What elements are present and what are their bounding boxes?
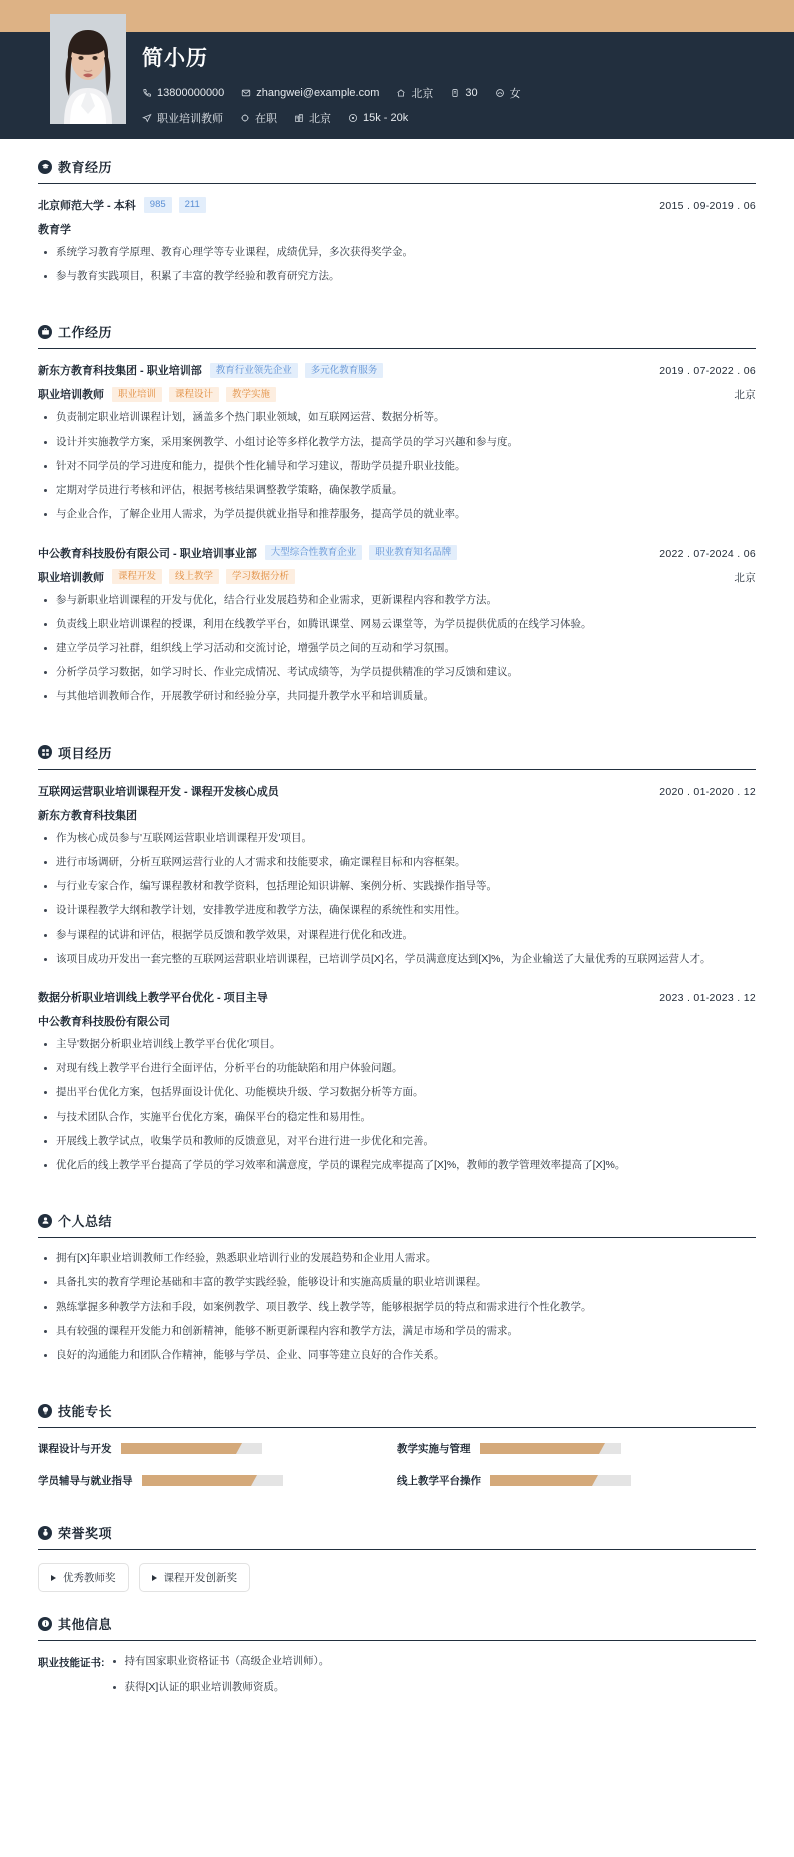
section-other-info xyxy=(38,1596,756,1704)
skill-progress-bar xyxy=(142,1475,283,1486)
section-honors-header xyxy=(38,1523,756,1549)
certificate-bullets xyxy=(111,1654,330,1704)
section-work-title: 工作经历 xyxy=(58,325,113,341)
skill-label: 教学实施与管理 xyxy=(397,1443,471,1456)
skill-progress-fill xyxy=(490,1475,592,1486)
skill-label: 线上教学平台操作 xyxy=(397,1475,481,1488)
list-item: 设计课程教学大纲和教学计划，安排教学进度和教学方法，确保课程的系统性和实用性。 xyxy=(42,903,756,918)
spacer xyxy=(38,1182,756,1193)
gender-icon xyxy=(495,88,505,98)
list-item: 主导'数据分析职业培训线上教学平台优化'项目。 xyxy=(42,1037,756,1052)
project-entry-headline xyxy=(38,783,756,799)
candidate-name: 简小历 xyxy=(142,47,208,70)
work-role-row xyxy=(38,386,756,402)
spacer xyxy=(38,1705,756,1731)
work-bullets xyxy=(42,593,756,705)
section-divider xyxy=(38,1237,756,1238)
contact-email xyxy=(241,87,379,99)
work-entry xyxy=(38,545,756,705)
list-item: 负责制定职业培训课程计划，涵盖多个热门职业领域，如互联网运营、数据分析等。 xyxy=(42,410,756,425)
section-education-header xyxy=(38,157,756,183)
section-projects xyxy=(38,725,756,1174)
skill-label: 课程设计与开发 xyxy=(38,1443,112,1456)
section-summary xyxy=(38,1193,756,1363)
work-company-tag: 大型综合性教育企业 xyxy=(265,545,363,561)
skill-label: 学员辅导与就业指导 xyxy=(38,1475,133,1488)
skill-progress-fill xyxy=(121,1443,237,1454)
education-date: 2015 . 09-2019 . 06 xyxy=(659,200,756,212)
spacer xyxy=(38,976,756,989)
work-skill-tag: 学习数据分析 xyxy=(226,569,295,585)
project-title: 数据分析职业培训线上教学平台优化 - 项目主导 xyxy=(38,991,268,1004)
section-divider xyxy=(38,1549,756,1550)
summary-bullets xyxy=(42,1251,756,1363)
medal-icon xyxy=(38,1526,52,1540)
list-item: 优化后的线上教学平台提高了学员的学习效率和满意度，学员的课程完成率提高了[X]%，教师的教学管理效率提高了[X]%。 xyxy=(42,1158,756,1173)
list-item: 分析学员学习数据，如学习时长、作业完成情况、考试成绩等，为学员提供精准的学习反馈和建议。 xyxy=(42,665,756,680)
list-item: 设计并实施教学方案，采用案例教学、小组讨论等多样化教学方法，提高学员的学习兴趣和参与度。 xyxy=(42,435,756,450)
briefcase-icon xyxy=(38,325,52,339)
contact-phone-text: 13800000000 xyxy=(157,87,225,99)
phone-icon xyxy=(142,88,152,98)
section-other-info-title: 其他信息 xyxy=(58,1617,113,1633)
project-entry-left xyxy=(38,989,276,1005)
work-date: 2022 . 07-2024 . 06 xyxy=(659,547,756,560)
work-entry-headline xyxy=(38,362,756,378)
spacer xyxy=(38,532,756,545)
education-major: 教育学 xyxy=(38,224,71,236)
work-role-row xyxy=(38,569,756,585)
work-role-left xyxy=(38,386,283,402)
section-skills-header xyxy=(38,1401,756,1427)
contact-gender xyxy=(495,85,521,101)
section-divider xyxy=(38,769,756,770)
play-triangle-icon xyxy=(51,1575,56,1581)
certificate-row xyxy=(38,1654,756,1704)
skill-progress-fill xyxy=(480,1443,600,1454)
section-education xyxy=(38,139,756,284)
list-item: 系统学习教育学原理、教育心理学等专业课程，成绩优异，多次获得奖学金。 xyxy=(42,245,756,260)
work-date: 2019 . 07-2022 . 06 xyxy=(659,365,756,378)
section-summary-title: 个人总结 xyxy=(58,1214,113,1230)
list-item: 持有国家职业资格证书（高级企业培训师）。 xyxy=(111,1654,330,1669)
project-title: 互联网运营职业培训课程开发 - 课程开发核心成员 xyxy=(38,785,279,798)
list-item: 具有较强的课程开发能力和创新精神，能够不断更新课程内容和教学方法，满足市场和学员的需求。 xyxy=(42,1324,756,1339)
work-skill-tag: 职业培训 xyxy=(112,387,162,403)
salary-expectation-text: 15k - 20k xyxy=(363,112,409,124)
work-skill-tag: 线上教学 xyxy=(169,569,219,585)
work-skill-tag: 课程开发 xyxy=(112,569,162,585)
project-date: 2023 . 01-2023 . 12 xyxy=(659,991,756,1004)
list-item: 良好的沟通能力和团队合作精神，能够与学员、企业、同事等建立良好的合作关系。 xyxy=(42,1348,756,1363)
spacer xyxy=(38,714,756,725)
work-entry-headline xyxy=(38,545,756,561)
list-item: 参与新职业培训课程的开发与优化，结合行业发展趋势和企业需求，更新课程内容和教学方法。 xyxy=(42,593,756,608)
work-bullets xyxy=(42,410,756,522)
list-item: 负责线上职业培训课程的授课，利用在线教学平台，如腾讯课堂、网易云课堂等，为学员提供优质的在线学习体验。 xyxy=(42,617,756,632)
contact-email-text: zhangwei@example.com xyxy=(256,87,380,99)
skills-grid xyxy=(38,1441,756,1505)
skill-item xyxy=(397,1441,756,1456)
skill-item xyxy=(38,1441,397,1456)
target-city xyxy=(294,110,331,126)
section-summary-header xyxy=(38,1211,756,1237)
section-divider xyxy=(38,183,756,184)
education-tag: 211 xyxy=(179,197,206,213)
list-item: 对现有线上教学平台进行全面评估，分析平台的功能缺陷和用户体验问题。 xyxy=(42,1061,756,1076)
list-item: 定期对学员进行考核和评估，根据考核结果调整教学策略，确保教学质量。 xyxy=(42,483,756,498)
education-entry-left xyxy=(38,197,213,213)
work-skill-tag: 教学实施 xyxy=(226,387,276,403)
list-item: 开展线上教学试点，收集学员和教师的反馈意见，对平台进行进一步优化和完善。 xyxy=(42,1134,756,1149)
honors-list xyxy=(38,1563,756,1596)
send-icon xyxy=(142,113,152,123)
spacer xyxy=(38,293,756,304)
section-honors xyxy=(38,1505,756,1596)
header-info xyxy=(142,42,538,135)
list-item: 获得[X]认证的职业培训教师资质。 xyxy=(111,1680,330,1695)
contact-hometown-text: 北京 xyxy=(411,88,434,100)
skill-progress-bar xyxy=(480,1443,621,1454)
work-location: 北京 xyxy=(734,389,756,402)
work-skill-tag: 课程设计 xyxy=(169,387,219,403)
certificate-label: 职业技能证书: xyxy=(38,1657,105,1670)
job-intent xyxy=(142,110,223,126)
skill-item xyxy=(397,1473,756,1488)
graduation-icon xyxy=(38,160,52,174)
section-work xyxy=(38,304,756,704)
education-entry xyxy=(38,197,756,284)
job-intent-text: 职业培训教师 xyxy=(157,113,223,125)
work-role: 职业培训教师 xyxy=(38,389,104,402)
mail-icon xyxy=(241,88,251,98)
honor-chip-label: 优秀教师奖 xyxy=(63,1572,116,1585)
project-entry xyxy=(38,783,756,967)
section-education-title: 教育经历 xyxy=(58,160,113,175)
work-entry-left xyxy=(38,362,390,378)
salary-icon xyxy=(348,113,358,123)
project-company: 新东方教育科技集团 xyxy=(38,809,137,822)
contact-age xyxy=(450,87,477,99)
list-item: 与技术团队合作，实施平台优化方案，确保平台的稳定性和易用性。 xyxy=(42,1110,756,1125)
resume-header xyxy=(0,0,794,139)
honor-chip-label: 课程开发创新奖 xyxy=(163,1572,237,1585)
honor-chip[interactable] xyxy=(38,1563,129,1592)
work-entry xyxy=(38,362,756,522)
list-item: 参与教育实践项目，积累了丰富的教学经验和教育研究方法。 xyxy=(42,269,756,284)
job-status-text: 在职 xyxy=(255,113,277,125)
section-projects-title: 项目经历 xyxy=(58,745,113,761)
list-item: 参与课程的试讲和评估，根据学员反馈和教学效果，对课程进行优化和改进。 xyxy=(42,928,756,943)
project-entry-left xyxy=(38,783,287,799)
resume-body xyxy=(0,139,794,1731)
spacer xyxy=(38,1372,756,1383)
list-item: 针对不同学员的学习进度和能力，提供个性化辅导和学习建议，帮助学员提升职业技能。 xyxy=(42,459,756,474)
work-company-tag: 教育行业领先企业 xyxy=(210,363,298,379)
skill-item xyxy=(38,1473,397,1488)
section-honors-title: 荣誉奖项 xyxy=(58,1526,113,1542)
contact-age-text: 30 xyxy=(465,87,478,99)
contact-phone xyxy=(142,87,224,99)
list-item: 与行业专家合作，编写课程教材和教学资料，包括理论知识讲解、案例分析、实践操作指导等。 xyxy=(42,879,756,894)
work-role-left xyxy=(38,569,302,585)
grid-icon xyxy=(38,745,52,759)
list-item: 建立学员学习社群，组织线上学习活动和交流讨论，增强学员之间的互动和学习氛围。 xyxy=(42,641,756,656)
project-entry-headline xyxy=(38,989,756,1005)
section-projects-header xyxy=(38,743,756,769)
job-status xyxy=(240,110,277,126)
salary-expectation xyxy=(348,112,408,124)
work-company: 新东方教育科技集团 - 职业培训部 xyxy=(38,365,202,378)
education-bullets xyxy=(42,245,756,284)
home-icon xyxy=(396,88,406,98)
work-company: 中公教育科技股份有限公司 - 职业培训事业部 xyxy=(38,547,257,560)
list-item: 与企业合作，了解企业用人需求，为学员提供就业指导和推荐服务，提高学员的就业率。 xyxy=(42,507,756,522)
honor-chip[interactable] xyxy=(139,1563,251,1592)
section-other-info-header xyxy=(38,1614,756,1640)
skill-progress-fill xyxy=(142,1475,252,1486)
city-icon xyxy=(294,113,304,123)
list-item: 熟练掌握多种教学方法和手段，如案例教学、项目教学、线上教学等，能够根据学员的特点和需求进行个性化教学。 xyxy=(42,1300,756,1315)
education-entry-headline xyxy=(38,197,756,213)
user-icon xyxy=(38,1214,52,1228)
project-bullets xyxy=(42,831,756,967)
section-divider xyxy=(38,1640,756,1641)
work-location: 北京 xyxy=(734,571,756,584)
list-item: 与其他培训教师合作，开展教学研讨和经验分享，共同提升教学水平和培训质量。 xyxy=(42,689,756,704)
work-entry-left xyxy=(38,545,464,561)
bulb-icon xyxy=(38,1404,52,1418)
project-company: 中公教育科技股份有限公司 xyxy=(38,1015,170,1028)
section-skills-title: 技能专长 xyxy=(58,1404,113,1420)
status-icon xyxy=(240,113,250,123)
section-work-header xyxy=(38,322,756,348)
contact-hometown xyxy=(396,85,433,101)
contact-row-secondary xyxy=(142,110,538,126)
contact-row-primary xyxy=(142,85,538,101)
list-item: 进行市场调研，分析互联网运营行业的人才需求和技能要求，确定课程目标和内容框架。 xyxy=(42,855,756,870)
info-icon xyxy=(38,1617,52,1631)
skill-progress-bar xyxy=(121,1443,262,1454)
list-item: 具备扎实的教育学理论基础和丰富的教学实践经验，能够设计和实施高质量的职业培训课程。 xyxy=(42,1275,756,1290)
list-item: 该项目成功开发出一套完整的互联网运营职业培训课程，已培训学员[X]名，学员满意度达到[X]%，为企业输送了大量优秀的互联网运营人才。 xyxy=(42,952,756,967)
project-bullets xyxy=(42,1037,756,1173)
list-item: 提出平台优化方案，包括界面设计优化、功能模块升级、学习数据分析等方面。 xyxy=(42,1085,756,1100)
work-role: 职业培训教师 xyxy=(38,571,104,584)
work-company-tag: 职业教育知名品牌 xyxy=(369,545,457,561)
skill-progress-bar xyxy=(490,1475,631,1486)
list-item: 拥有[X]年职业培训教师工作经验，熟悉职业培训行业的发展趋势和企业用人需求。 xyxy=(42,1251,756,1266)
contact-gender-text: 女 xyxy=(509,88,521,100)
project-date: 2020 . 01-2020 . 12 xyxy=(659,785,756,798)
section-skills xyxy=(38,1383,756,1505)
section-divider xyxy=(38,1427,756,1428)
education-tag: 985 xyxy=(144,197,172,213)
work-company-tag: 多元化教育服务 xyxy=(305,363,384,379)
target-city-text: 北京 xyxy=(309,113,331,125)
education-school: 北京师范大学 - 本科 xyxy=(38,200,136,212)
age-icon xyxy=(450,88,460,98)
project-entry xyxy=(38,989,756,1173)
play-triangle-icon xyxy=(152,1575,157,1581)
avatar xyxy=(50,14,126,124)
list-item: 作为核心成员参与'互联网运营职业培训课程开发'项目。 xyxy=(42,831,756,846)
section-divider xyxy=(38,348,756,349)
